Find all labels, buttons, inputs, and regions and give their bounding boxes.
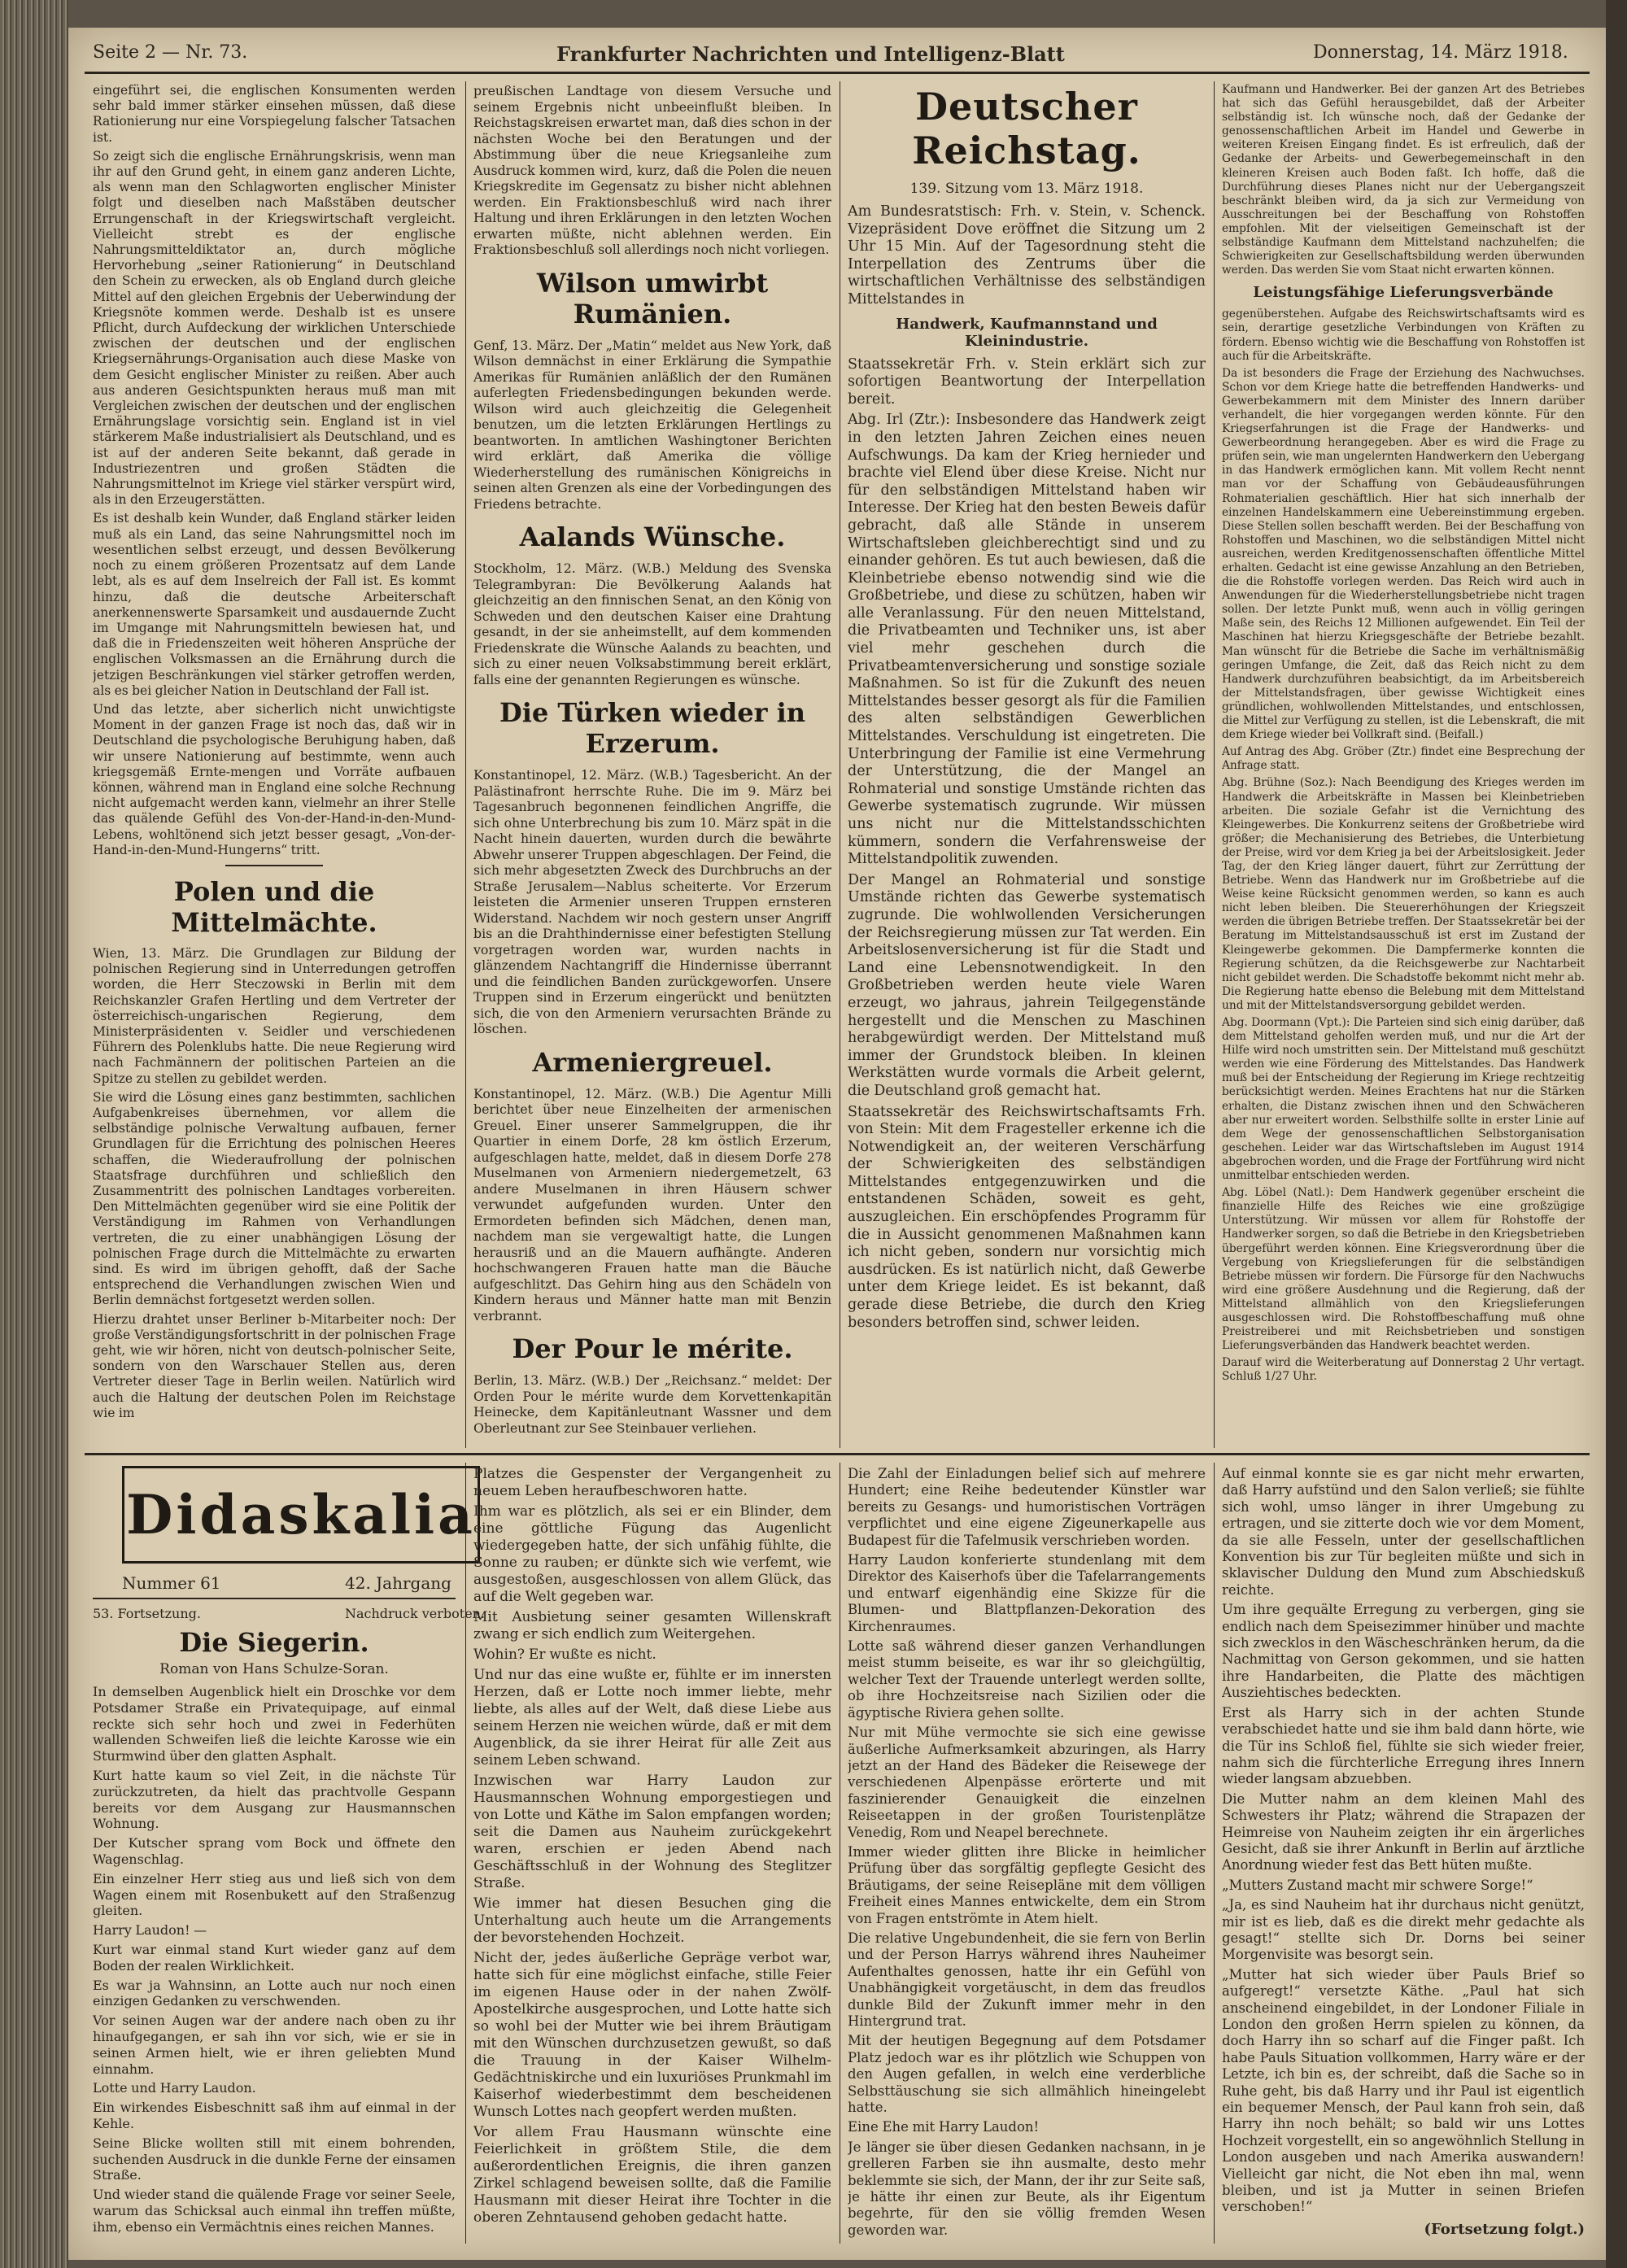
novel-paragraph: Seine Blicke wollten still mit einem bohrenden, suchenden Ausdruck in die dunkle Ferne der einsamen Straße.: [93, 2135, 456, 2183]
novel-paragraph: Kurt war einmal stand Kurt wieder ganz auf dem Boden der realen Wirklichkeit.: [93, 1941, 456, 1974]
novel-paragraph: Der Kutscher sprang vom Bock und öffnete den Wagenschlag.: [93, 1835, 456, 1867]
headline-wilson: Wilson umwirbt Rumänien.: [536, 267, 769, 329]
feuilleton-masthead: [122, 1466, 480, 1564]
novel-paragraph: Harry Laudon! —: [93, 1922, 207, 1939]
book-binding-edge: [0, 0, 68, 2268]
article-paragraph: Berlin, 13. März. (W.B.) Der „Reichsanz.“ meldet: Der Orden Pour le mérite wurde dem Korvettenkapitän Heinecke, dem Kapitänleutnant Wassner und dem Oberleutnant zur See Steinbauer verliehen.: [473, 1372, 831, 1436]
feuilleton-column-4: [1222, 1466, 1585, 2238]
article-paragraph: Sie wird die Lösung eines ganz bestimmten, sachlichen Aufgabenkreises übernehmen, vor allem die selbständige polnische Verwaltung aufbauen, ferner Grundlagen für die Errichtung des polnischen Heeres schaffen, die Wiederaufrollung der polnischen Staatsfrage durchführen und schließlich den Zusammentritt des polnischen Landtages vorbereiten. Den Mittelmächten gegenüber wird sie eine Politik der Verständigung im Rahmen von Verhandlungen vertreten, die zu einer unabhängigen Lösung der polnischen Frage durch die Mittelmächte zu erwarten sind. Es wird im übrigen gehofft, daß der Sache entsprechend die Verhandlungen zwischen Wien und Berlin demnächst fortgesetzt werden sollen.: [93, 1089, 456, 1308]
novel-paragraph: „Ja, es sind Nauheim hat ihr durchaus nicht genützt, mir ist es lieb, daß es die direkt mehr gedachte als gesagt!“ stellte sich Dr. Dorns bei seiner Morgenvisite was besorgt sein.: [1222, 1897, 1585, 1963]
column-rule: [1214, 81, 1215, 1448]
article-paragraph: Am Bundesratstisch: Frh. v. Stein, v. Schenck. Vizepräsident Dove eröffnet die Sitzung um 2 Uhr 15 Min. Auf der Tagesordnung steht die Interpellation des Zentrums über die wirtschaftlichen Verhältnisse des selbständigen Mittelstandes in: [848, 203, 1206, 307]
article-paragraph: gegenüberstehen. Aufgabe des Reichswirtschaftsamts wird es sein, derartige gesetzliche Verbindungen von Kräften zu fördern. Ebenso wichtig wie die Beschaffung von Rohstoffen ist auch für die Arbeitskräfte.: [1222, 307, 1585, 363]
article-paragraph: Der Mangel an Rohmaterial und sonstige Umstände richten das Gewerbe systematisch zugrunde. Die wohlwollenden Versicherungen der Reichsregierung müssen zur Tat werden. Ein Arbeitslosenversicherung ist für die Stadt und Land eine Lebensnotwendigkeit. In den Großbetrieben werden heute viele Waren erzeugt, wo jahraus, jahrein Teilgegenstände hergestellt und die Menschen zu Maschinen herabgewürdigt werden. Der Mittelstand muß immer der Grundstock bleiben. In kleinen Werkstätten wurde vormals die Arbeit gelernt, die Deutschland groß gemacht hat.: [848, 871, 1206, 1099]
headline-pour-le-merite: Der Pour le mérite.: [512, 1333, 793, 1364]
novel-paragraph: In demselben Augenblick hielt ein Droschke vor dem Potsdamer Straße ein Privatequipage, auf einmal reckte sich sehr hoch und zwei in Federhüten wallenden Schweifen ließ die leichte Karosse wie ein Sturmwind über den glatten Asphalt.: [93, 1684, 456, 1764]
feuilleton-column-3: [848, 1466, 1206, 2242]
column-3: [848, 83, 1206, 1335]
masthead-rule: [93, 1598, 456, 1599]
session-line: 139. Sitzung vom 13. März 1918.: [909, 181, 1144, 197]
column-2: [473, 83, 831, 1439]
article-paragraph: Stockholm, 12. März. (W.B.) Meldung des Svenska Telegrambyran: Die Bevölkerung Aalands hat gleichzeitig an den finnischen Senat, an den König von Schweden und den deutschen Kaiser eine Drahtung gesandt, in der sie anheimstellt, auf dem kommenden Friedenskrate die Wünsche Aalands zu beachten, und sich zu einer neuen Volksabstimmung bereit erklärt, falls eine der genannten Regierungen es wünsche.: [473, 560, 831, 687]
newspaper-page: [68, 28, 1606, 2260]
novel-paragraph: Je länger sie über diesen Gedanken nachsann, in je grelleren Farben sie ihn ausmalte, desto mehr beklemmte sie sich, der Mann, der ihr zur Seite saß, je hätte ihr einen zur Beute, als ihr Eigentum begehrte, für den sie völlig fremden Wesen geworden war.: [848, 2139, 1206, 2238]
page-number: Seite 2 — Nr. 73.: [93, 42, 248, 63]
feuilleton-rule: [85, 1453, 1590, 1455]
article-paragraph: Da ist besonders die Frage der Erziehung des Nachwuchses. Schon vor dem Kriege hatte die betreffenden Handwerks- und Gewerbekammern mit dem Minister des Innern darüber verhandelt, die hier vorgegangen werden könnte. Für den Kriegserfahrungen ist die Frage der Handwerks- und Gewerbeordnung herangegeben. Aber es wird die Frage zu prüfen sein, wie man ungelernten Handwerkern den Uebergang in das Handwerk ermöglichen kann. Mit vollem Recht nennt man vor der Schaffung von Gebäudeausführungen Rohmaterialien geschäftlich. Hier hat sich innerhalb der einzelnen Handelskammern eine Uebereinstimmung ergeben. Diese Stellen sollen beschafft werden. Bei der Beschaffung von Rohstoffen und Maschinen, wo die selbständigen Mittel nicht ausreichen, werden Kreditgenossenschaften öffentliche Mittel erhalten. Gedacht ist eine gewisse Anzahlung an den Betrieben, die die Rohstoffe vorlegen werden. Das Reich wird auch in Anwendungen für die Wiederherstellungsbetriebe nicht tragen sollen. Der letzte Punkt muß, wenn auch in völlig geringen Maße sein, des Reichs 12 Millionen aufgewendet. Ein Teil der Maschinen hat hierzu Kriegsgeschäfte der Betriebe bezahlt. Man wünscht für die Betriebe die Sache im verhältnismäßig geringen Umfange, die Zeit, daß das Reich nicht zu dem Handwerk durchzuführen beabsichtigt, da im Arbeitsbereich der Mittelstandsfragen, über gewisse Wichtigkeit eines gründlichen, wohlwollenden Mittelstandes, und entschlossen, die Mittel zur Verfügung zu stellen, ist die Lebenskraft, die mit dem Kriege wieder bei Vollkraft sind. (Beifall.): [1222, 366, 1585, 742]
headline-aaland: Aalands Wünsche.: [519, 521, 786, 552]
issue-number: Nummer 61: [122, 1573, 221, 1593]
novel-paragraph: Lotte saß während dieser ganzen Verhandlungen meist stumm beiseite, es war ihr so gleichgültig, welcher Text der Trauende unterlegt werden sollte, ob ihre Hochzeitsreise nach Sizilien oder die ägyptische Riviera gehen sollte.: [848, 1638, 1206, 1721]
headline-polen: Polen und die Mittelmächte.: [171, 875, 377, 938]
novel-paragraph: Mit Ausbietung seiner gesamten Willenskraft zwang er sich endlich zum Weitergehen.: [473, 1609, 831, 1642]
novel-paragraph: Vor allem Frau Hausmann wünschte eine Feierlichkeit in größtem Stile, die dem außerordentlichen Ereignis, die ihren ganzen Zirkel schlagend beweisen sollte, daß die Familie Hausmann mit dieser Heirat ihre Tochter in die oberen Zehntausend gehoben gedacht hatte.: [473, 2124, 831, 2226]
column-rule: [465, 81, 466, 1448]
newspaper-title: Frankfurter Nachrichten und Intelligenz-Blatt: [556, 42, 1065, 66]
column-rule: [1214, 1463, 1215, 2244]
article-paragraph: Abg. Löbel (Natl.): Dem Handwerk gegenüber erscheint die finanzielle Hilfe des Reiches wie eine großzügige Unterstützung. Wir müssen vor allem für Rohstoffe der Handwerker sorgen, so daß die Betriebe in den Kriegsbetrieben übergeführt werden können. Eine Kriegsverordnung über die Vergebung von Kriegslieferungen für die selbständigen Betriebe müssen wir fordern. Die Fürsorge für den Nachwuchs wird eine größere Ausdehnung und die Regierung, daß der Mittelstand allmählich von den Kriegslieferungen ausgeschlossen wird. Die Rohstoffbeschaffung muß ohne Preistreiberei und mit Reichsbetrieben und sonstigen Lieferungsverbänden das Handwerk beachtet werden.: [1222, 1186, 1585, 1353]
novel-paragraph: Lotte und Harry Laudon.: [93, 2080, 256, 2096]
novel-paragraph: Inzwischen war Harry Laudon zur Hausmannschen Wohnung emporgestiegen und von Lotte und Käthe im Salon empfangen worden; seit die Damen aus Nauheim zurückgekehrt waren, erschien er jeden Abend nach Geschäftsschluß in der Wohnung des Steglitzer Straße.: [473, 1773, 831, 1891]
continuation-note: (Fortsetzung folgt.): [1424, 2220, 1585, 2238]
reprint-note: Nachdruck verboten.: [345, 1606, 486, 1621]
novel-paragraph: Wie immer hat diesen Besuchen ging die Unterhaltung auch heute um die Arrangements der bevorstehenden Hochzeit.: [473, 1895, 831, 1946]
headline-reichstag: Deutscher Reichstag.: [912, 85, 1141, 172]
subheading-lieferungsverbaende: Leistungsfähige Lieferungsverbände: [1253, 284, 1554, 302]
subheading-handwerk: Handwerk, Kaufmannstand und Kleinindustrie.: [896, 315, 1158, 350]
novel-paragraph: Die Zahl der Einladungen belief sich auf mehrere Hundert; eine Reihe bedeutender Künstler war bereits zu Gesangs- und humoristischen Vorträgen verpflichtet und eine eigene Zigeunerkapelle aus Budapest für die Tafelmusik verschrieben worden.: [848, 1466, 1206, 1548]
article-paragraph: Abg. Doormann (Vpt.): Die Parteien sind sich einig darüber, daß dem Mittelstand geholfen werden muß, und nur die Art der Hilfe wird noch umstritten sein. Der Mittelstand muß geschützt werden wie eine Förderung des Mittelstandes. Das Handwerk muß bei der Entscheidung der Regierung im Kriege rechtzeitig berücksichtigt werden. Meines Erachtens hat nur die Stärken erhalten, die Distanz zwischen ihnen und den Schwächeren aber nur erweitert worden. Selbsthilfe sollte in erster Linie auf dem Wege der genossenschaftlichen Selbstorganisation geschehen. Leider war das Wirtschaftsleben im August 1914 abgebrochen worden, und die Frage der Fortführung wird nicht unmittelbar entschieden werden.: [1222, 1016, 1585, 1183]
novel-paragraph: Immer wieder glitten ihre Blicke in heimlicher Prüfung über das sorgfältig gepflegte Gesicht des Bräutigams, der seine Reisepläne mit dem völligen Freiheit eines Mannes entwickelte, dem ein Strom von Fragen entströmte in Atem hielt.: [848, 1843, 1206, 1926]
headline-erzerum: Die Türken wieder in Erzerum.: [499, 697, 806, 759]
article-paragraph: Hierzu drahtet unser Berliner b-Mitarbeiter noch: Der große Verständigungsfortschritt in der polnischen Frage geht, wie wir hören, nicht von deutsch-polnischer Seite, sondern von den Warschauer Stellen aus, deren Vertreter dieser Tage in Berlin weilen. Natürlich wird auch die Haltung der deutschen Polen im Reichstage wie im: [93, 1311, 456, 1420]
novel-paragraph: Erst als Harry sich in der achten Stunde verabschiedet hatte und sie ihm bald dann hörte, wie die Tür ins Schloß fiel, fühlte sie sich wieder freier, nahm sich die fürchterliche Erregung ihres Innern wieder langsam abzuebben.: [1222, 1704, 1585, 1787]
issue-date: Donnerstag, 14. März 1918.: [1313, 42, 1568, 63]
masthead-title: Didaskalia: [126, 1483, 476, 1546]
article-paragraph: Staatssekretär Frh. v. Stein erklärt sich zur sofortigen Beantwortung der Interpellation bereit.: [848, 355, 1206, 408]
article-paragraph: Abg. Irl (Ztr.): Insbesondere das Handwerk zeigt in den letzten Jahren Zeichen eines neuen Aufschwungs. Da kam der Krieg hernieder und brachte viel Elend über diese Kreise. Nicht nur für den selbständigen Mittelstand haben wir Interesse. Der Krieg hat den besten Beweis dafür gebracht, daß alle Stände in unserem Wirtschaftsleben gleichberechtigt sind und zu einander gehören. Es tut auch bewiesen, daß die Kleinbetriebe ebenso notwendig sind wie die Großbetriebe, und diese zu schützen, haben wir alle Veranlassung. Für den neuen Mittelstand, die Privatbeamten und Techniker uns, ist aber viel mehr geschehen durch die Privatbeamtenversicherung und sonstige soziale Maßnahmen. So ist für die Zukunft des neuen Mittelstandes besser gesorgt als für die Familien des alten selbständigen Gewerblichen Mittelstandes. Verschuldung ist eingetreten. Die Unterbringung der Familie ist eine Vermehrung der Unterstützung, die der Mangel an Rohmaterial und sonstige Umstände richten das Gewerbe systematisch zugrunde. Wir müssen uns nicht nur die Mittelstandsschichten kümmern, sondern die Verfahrensweise der Mittelstandpolitik zuwenden.: [848, 412, 1206, 868]
article-paragraph: Abg. Brühne (Soz.): Nach Beendigung des Krieges werden im Handwerk die Arbeitskräfte in Massen bei Kleinbetrieben arbeiten. Die soziale Gefahr ist die Vernichtung des Kleingewerbes. Die Konkurrenz seitens der Großbetriebe wird größer; die Mechanisierung des Betriebes, die Unterbietung der Preise, wird vor dem Krieg ja bei der Arbeitslosigkeit. Jeder Tag, der den Krieg länger dauert, führt zur Zerrüttung der Betriebe. Wenn das Handwerk nur im Großbetriebe auf die Weise keine Rücksicht genommen werden, so kann es auch nicht leben bleiben. Die Steuererhöhungen der Kriegszeit werden die übrigen Betriebe treffen. Der Staatssekretär bei der Beratung im Mittelstandsausschuß ist erst im Zustand der Kleingewerbe gekommen. Die Dampfermerke konnten die Regierung schützen, da die Reichsgewerbe zur Nachtarbeit nicht gebildet werden. Die Schadstoffe bekommt nicht mehr ab. Die Regierung hatte ebenso die Belebung mit dem Mittelstand und mit der Mittelstandsversorgung gebildet werden.: [1222, 776, 1585, 1012]
novel-paragraph: Nicht der, jedes äußerliche Gepräge verbot war, hatte sich für eine möglichst einfache, stille Feier im eigenen Hause oder in der nahen Zwölf-Apostelkirche ausgesprochen, und Lotte hatte sich so wohl bei der Mutter wie bei ihrem Bräutigam mit den Wünschen durchzusetzen gewußt, so daß die Trauung in der Kaiser Wilhelm-Gedächtniskirche und ein luxuriöses Prunkmahl im Kaiserhof wiederbestimmt dem bescheidenen Wunsch Lottes nach geopfert werden mußten.: [473, 1950, 831, 2120]
article-paragraph: Auf Antrag des Abg. Gröber (Ztr.) findet eine Besprechung der Anfrage statt.: [1222, 745, 1585, 773]
article-paragraph: Darauf wird die Weiterberatung auf Donnerstag 2 Uhr vertagt. Schluß 1/27 Uhr.: [1222, 1356, 1585, 1384]
column-4: [1222, 83, 1585, 1387]
novel-paragraph: Ihm war es plötzlich, als sei er ein Blinder, dem eine göttliche Fügung das Augenlicht wiedergegeben hatte, der sich unfähig fühlte, die Sonne zu rauben; er dünkte sich wie verfemt, wie ausgestoßen, ausgeschlossen von allem Glück, das auf die Welt gegeben war.: [473, 1503, 831, 1605]
article-paragraph: eingeführt sei, die englischen Konsumenten werden sehr bald immer stärker einsehen müssen, daß diese Rationierung nur eine Vorspiegelung falscher Tatsachen ist.: [93, 83, 456, 145]
novel-paragraph: „Mutters Zustand macht mir schwere Sorge!“: [1222, 1877, 1533, 1893]
divider: [225, 865, 323, 866]
article-paragraph: Und das letzte, aber sicherlich nicht unwichtigste Moment in der ganzen Frage ist noch das, daß wir in Deutschland die psychologische Beruhigung haben, daß wir unsere Nationierung auf bestimmte, wenn auch kriegsgemäß Ernte-mengen und Vorräte aufbauen können, während man in England eine solche Rechnung nicht aufgemacht werden kann, vielmehr an ihrer Stelle das quälende Gefühl des Von-der-Hand-in-den-Mund-Lebens, wohltönend sich jetzt besser gesagt, „Von-der-Hand-in-den-Mund-Hungerns“ tritt.: [93, 701, 456, 857]
novel-paragraph: Und wieder stand die quälende Frage vor seiner Seele, warum das Schicksal auch einmal ihn treffen müßte, ihm, ebenso ein Vermächtnis eines reichen Mannes.: [93, 2187, 456, 2235]
novel-paragraph: Nur mit Mühe vermochte sie sich eine gewisse äußerliche Aufmerksamkeit abzuringen, als Harry jetzt an der Hand des Bädeker die Reisewege der verschiedenen Alpenpässe erörterte und mit faszinierender Genauigkeit die einzelnen Reiseetappen in der großen Touristenplätze Venedig, Rom und Neapel berechnete.: [848, 1725, 1206, 1840]
novel-paragraph: Ein wirkendes Eisbeschnitt saß ihm auf einmal in der Kehle.: [93, 2100, 456, 2131]
article-paragraph: So zeigt sich die englische Ernährungskrisis, wenn man ihr auf den Grund geht, in einem ganz anderen Lichte, als wenn man den Schlagworten englischer Minister folgt und dieselben nach Maßstäben deutscher Errungenschaft in der Kriegswirtschaft vergleicht. Vielleicht strebt es der englische Nahrungsmitteldiktator an, durch mögliche Hervorhebung „seiner Rationierung“ in Deutschland den Schein zu erwecken, als ob England durch gleiche Mittel auf den gleichen Ergebnis der Ueberwindung der Kriegsnöte kommen werde. Deshalb ist es unsere Pflicht, durch Aufdeckung der wirklichen Unterschiede zwischen der deutschen und der englischen Kriegsernährungs-Organisation auch diese Maske von dem Gesicht englischer Minister zu reißen. Aber auch aus anderen Gesichtspunkten heraus muß man mit Vergleichen zwischen der deutschen und der englischen Ernährungslage vorsichtig sein. England ist in viel stärkerem Maße industrialisiert als Deutschland, und es ist auf der anderen Seite bekannt, daß gerade in Industriezentren und großen Städten die Nahrungsmittelnot im Kriege viel stärker verspürt wird, als in den Erzeugerstätten.: [93, 148, 456, 508]
article-paragraph: Konstantinopel, 12. März. (W.B.) Die Agentur Milli berichtet über neue Einzelheiten der armenischen Greuel. Einer unserer Sammelgruppen, die ihr Quartier in einem Dorfe, 28 km östlich Erzerum, aufgeschlagen hatte, meldet, daß in diesem Dorfe 278 Muselmanen von Armeniern niedergemetzelt, 63 andere Muselmanen in ihren Häusern schwer verwundet aufgefunden wurden. Unter den Ermordeten befinden sich Mädchen, denen man, nachdem man sie vergewaltigt hatte, die Lungen herausriß und an die Mauern aufhängte. Anderen hochschwangeren Frauen hatte man die Bäuche aufgeschlitzt. Das Gehirn hing aus den Schädeln von Kindern heraus und Männer hatte man mit Benzin verbrannt.: [473, 1085, 831, 1324]
volume-year: 42. Jahrgang: [345, 1573, 451, 1593]
novel-paragraph: Vor seinen Augen war der andere nach oben zu ihr hinaufgegangen, er sah ihn vor sich, wie er sie in seinen Armen hielt, wie er ihren geliebten Mund einnahm.: [93, 2013, 456, 2077]
novel-paragraph: Es war ja Wahnsinn, an Lotte auch nur noch einen einzigen Gedanken zu verschwenden.: [93, 1977, 456, 2009]
installment-note: 53. Fortsetzung.: [93, 1606, 201, 1621]
column-1: [93, 83, 456, 1424]
article-paragraph: Es ist deshalb kein Wunder, daß England stärker leiden muß als ein Land, das seine Nahrungsmittel noch im wesentlichen selbst erzeugt, und dessen Bevölkerung noch zu einem größeren Prozentsatz auf dem Lande lebt, als es auf dem Inselreich der Fall ist. Es kommt hinzu, daß die deutsche Arbeiterschaft anerkennenswerte Sparsamkeit und ausdauernde Zucht im Umgange mit Nahrungsmitteln bewiesen hat, und daß die in Friedenszeiten weit höheren Ansprüche der englischen Volksmassen an die Ernährung durch die jetzigen Beschränkungen viel stärker getroffen werden, als es bei gleicher Nation in Deutschland der Fall ist.: [93, 511, 456, 698]
article-paragraph: Kaufmann und Handwerker. Bei der ganzen Art des Betriebes hat sich das Gefühl herausgebildet, daß der Arbeiter selbständig ist. Ich wünsche noch, daß der Gedanke der genossenschaftlichen Arbeit im Handel und Gewerbe in weiteren Kreisen Eingang findet. Es ist erfreulich, daß der Gedanke der Arbeits- und Gewerbegemeinschaft in den kleineren Kreisen auch Boden faßt. Ich hoffe, daß die Durchführung dieses Planes nicht nur der Uebergangszeit beschränkt bleiben wird, da ja sich zur Vermeidung von Ausschreitungen bei der Beschaffung von Rohstoffen empfohlen. Mit der vielseitigen Gemeinschaft ist der selbständige Kaufmann dem Mittelstand nachzuhelfen; die Schwierigkeiten zur Gesellschaftsbildung werden überwunden werden. Das werden Sie vom Staat nicht erwarten können.: [1222, 83, 1585, 277]
headline-armenier: Armeniergreuel.: [532, 1046, 773, 1078]
novel-paragraph: Kurt hatte kaum so viel Zeit, in die nächste Tür zurückzutreten, da hielt das prachtvolle Gespann bereits vor dem Ausgang zur Hausmannschen Wohnung.: [93, 1767, 456, 1832]
novel-paragraph: Eine Ehe mit Harry Laudon!: [848, 2119, 1040, 2135]
novel-paragraph: Um ihre gequälte Erregung zu verbergen, ging sie endlich nach dem Speisezimmer hinüber und machte sich zwecklos in den Wäscheschränken herum, da die Nachmittag von Gerson gekommen, und sie hatten ihre Handarbeiten, die Platte des mächtigen Ausziehtisches bedeckten.: [1222, 1602, 1585, 1701]
column-rule: [465, 1463, 466, 2244]
novel-paragraph: Die Mutter nahm an dem kleinen Mahl des Schwesters ihr Platz; während die Strapazen der Heimreise von Nauheim zeigten ihr ein ärgerliches Gesicht, daß sie ihrer Ankunft in Berlin auf ärztliche Anordnung wieder fest das Bett hüten mußte.: [1222, 1790, 1585, 1873]
novel-paragraph: „Mutter hat sich wieder über Pauls Brief so aufgeregt!“ versetzte Käthe. „Paul hat sich anscheinend eingebildet, in der Londoner Filiale in London den großen Herrn spielen zu können, da doch Harry ihn so scharf auf die Finger paßt. Ich habe Pauls Situation vollkommen, Harry wäre er der Letzte, ich bin es, der schreibt, daß die Sache so in Ruhe geht, bis daß Harry und ihr Paul ist eigentlich ein bequemer Mensch, der Paul kann froh sein, daß Harry ihn noch behält; so bald wir uns Lottes Hochzeit vorgestellt, ein so angewöhnlich Stellung in London ausgeben und nach Amerika auswandern! Vielleicht gar nicht, die Not eben ihn mal, wenn bleiben, und ist ja Mutter in seinen Briefen verschoben!“: [1222, 1966, 1585, 2215]
novel-paragraph: Platzes die Gespenster der Vergangenheit zu neuem Leben heraufbeschworen hatte.: [473, 1466, 831, 1499]
article-paragraph: Genf, 13. März. Der „Matin“ meldet aus New York, daß Wilson demnächst in einer Erklärung die Sympathie Amerikas für Rumänien anläßlich der den Rumänen auferlegten Friedensbedingungen bekunden werde. Wilson wird auch gleichzeitig die Gelegenheit benutzen, um die letzten Erklärungen Hertlings zu beantworten. In amtlichen Washingtoner Berichten wird erklärt, daß Amerika die völlige Wiederherstellung des rumänischen Königreichs in seinen alten Grenzen als eine der Vorbedingungen des Friedens betrachte.: [473, 337, 831, 512]
novel-paragraph: Die relative Ungebundenheit, die sie fern von Berlin und der Person Harrys während ihres Nauheimer Aufenthaltes genossen, hatte ihr ein Gefühl von Unabhängigkeit vorgetäuscht, in dem das freudlos dunkle Bild der Zukunft immer mehr in den Hintergrund trat.: [848, 1930, 1206, 2029]
article-paragraph: Wien, 13. März. Die Grundlagen zur Bildung der polnischen Regierung sind in Unterredungen getroffen worden, die Herr Steczowski in Berlin mit dem Reichskanzler Grafen Hertling und dem Vertreter der österreichisch-ungarischen Regierung, dem Ministerpräsidenten v. Seidler und verschiedenen Führern des Polenklubs hatte. Die neue Regierung wird nach Fachmännern der politischen Parteien an die Spitze zu stellen zu gebildet werden.: [93, 945, 456, 1086]
header-rule: [85, 72, 1590, 74]
novel-paragraph: Harry Laudon konferierte stundenlang mit dem Direktor des Kaiserhofs über die Tafelarrangements und entwarf eigenhändig eine Skizze für die Blumen- und Blattpflanzen-Dekoration des Kirchenraumes.: [848, 1552, 1206, 1634]
novel-paragraph: Mit der heutigen Begegnung auf dem Potsdamer Platz jedoch war es ihr plötzlich wie Schuppen von den Augen gefallen, in welch eine verderbliche Selbsttäuschung sie sich allmählich hineingelebt hatte.: [848, 2033, 1206, 2116]
novel-paragraph: Wohin? Er wußte es nicht.: [473, 1646, 656, 1663]
article-paragraph: Konstantinopel, 12. März. (W.B.) Tagesbericht. An der Palästinafront herrschte Ruhe. Die im 9. März bei Tagesanbruch begonnenen feindlichen Angriffe, die sich ohne Unterbrechung bis zum 10. März spät in die Nacht hinein dauerten, wurden durch die bewährte Abwehr unserer Truppen abgeschlagen. Der Feind, die sich mehr abgesetzten Zweck des Durchbruchs an der Straße Jerusalem—Nablus scheiterte. Vor Erzerum leisteten die Armenier unseren Truppen ernsteren Widerstand. Nachdem wir noch gestern unser Angriff bis an die Drahthindernisse einer befestigten Stellung vorgetragen worden war, wurden nachts in glänzendem Nachtangriff die Hindernisse überrannt und die feindlichen Banden zurückgeworfen. Unsere Truppen sind in Erzerum eingerückt und benützten sich, die von den Armeniern verursachten Brände zu löschen.: [473, 767, 831, 1036]
adjacent-page-edge: [1606, 0, 1627, 2268]
novel-paragraph: Ein einzelner Herr stieg aus und ließ sich von dem Wagen einem mit Rosenbukett auf den Straßenzug gleiten.: [93, 1870, 456, 1919]
novel-author: Roman von Hans Schulze-Soran.: [159, 1661, 389, 1677]
novel-paragraph: Und nur das eine wußte er, fühlte er im innersten Herzen, daß er Lotte noch immer liebte, mehr liebte, als alles auf der Welt, daß diese Liebe aus seinem Herzen nie weichen würde, daß er mit dem Augenblick, da sie ihrer Heirat für alle Zeit aus seinem Leben schwand.: [473, 1667, 831, 1769]
article-paragraph: Staatssekretär des Reichswirtschaftsamts Frh. von Stein: Mit dem Fragesteller erkenne ich die Notwendigkeit an, der weiteren Verschärfung der Schwierigkeiten des selbständigen Mittelstandes entgegenzuwirken und die entstandenen Schäden, soweit es geht, auszugleichen. Ein erschöpfendes Programm für die in Aussicht genommenen Maßnahmen kann ich nicht geben, sondern nur vorsichtig mich ausdrücken. Es ist natürlich nicht, daß Gewerbe unter dem Kriege leidet. Es ist bekannt, daß gerade diese Betriebe, die durch den Krieg besonders betroffen sind, schwer leiden.: [848, 1103, 1206, 1331]
novel-title: Die Siegerin.: [179, 1627, 369, 1658]
article-paragraph: preußischen Landtage von diesem Versuche und seinem Ergebnis nicht unbeeinflußt bleiben. In Reichstagskreisen erwartet man, daß dies schon in der nächsten Woche bei den Beratungen und der Abstimmung über die neue Kriegsanleihe zum Ausdruck kommen wird, kurz, daß die Polen die neuen Kriegskredite im Gegensatz zu bisher nicht ablehnen werden. Ein Fraktionsbeschluß wird nach ihrer Haltung und ihren Erklärungen in den letzten Wochen erwarten müßte, nicht ablehnen werden. Ein Fraktionsbeschluß soll allerdings noch nicht vorliegen.: [473, 83, 831, 257]
feuilleton-column-2: [473, 1466, 831, 2230]
feuilleton-column-1: [93, 1624, 456, 2239]
novel-paragraph: Auf einmal konnte sie es gar nicht mehr erwarten, daß Harry aufstünd und den Salon verließ; sie fühlte sich wohl, umso länger in ihrer Umgebung zu ertragen, und sie zitterte doch wie vor dem Moment, da sie alle Fesseln, unter der gesellschaftlichen Konvention bis zur Tür begleiten müßte und sich in sklavischer Duldung den Mund zum Abschiedskuß reichte.: [1222, 1466, 1585, 1598]
